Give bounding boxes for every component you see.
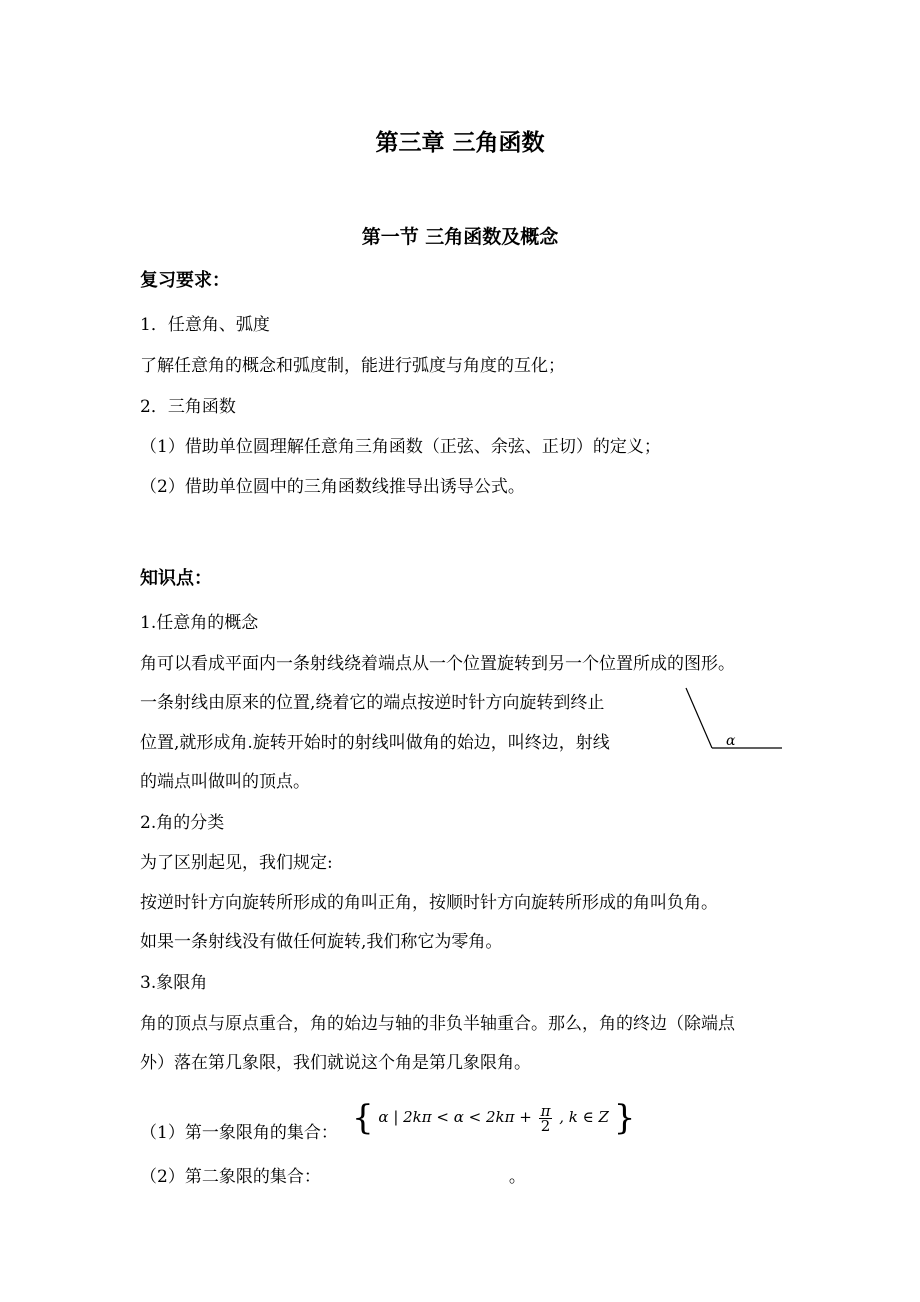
section-title: 第一节 三角函数及概念 xyxy=(361,226,559,248)
q2-line xyxy=(140,1166,526,1188)
p3-line2: 外）落在第几象限，我们就说这个角是第几象限角。 xyxy=(140,1053,531,1073)
p2-line2: 按逆时针方向旋转所形成的角叫正角，按顺时针方向旋转所形成的角叫负角。 xyxy=(140,893,718,913)
q1-formula-right: , k ∈ Z xyxy=(559,1108,609,1126)
p1-line2: 一条射线由原来的位置,绕着它的端点按逆时针方向旋转到终止 xyxy=(140,693,605,713)
fraction-numerator: π xyxy=(540,1101,551,1120)
p3-title: 3.象限角 xyxy=(140,973,208,993)
terminal-side-ray xyxy=(686,688,712,748)
q2-label: （2）第二象限的集合： xyxy=(140,1167,321,1187)
pi-over-two-fraction xyxy=(539,1101,553,1135)
p2-line1: 为了区别起见，我们规定: xyxy=(140,853,333,873)
q1-label: （1）第一象限角的集合： xyxy=(140,1123,338,1143)
review-item1-text: 了解任意角的概念和弧度制，能进行弧度与角度的互化； xyxy=(140,356,565,376)
angle-figure xyxy=(672,680,812,770)
p2-line3: 如果一条射线没有做任何旋转,我们称它为零角。 xyxy=(140,932,503,952)
p1-line4: 的端点叫做叫的顶点。 xyxy=(140,772,310,792)
review-item2-sub2: （2）借助单位圆中的三角函数线推导出诱导公式。 xyxy=(140,477,525,497)
fraction-denominator: 2 xyxy=(540,1116,551,1135)
left-brace: { xyxy=(352,1098,374,1138)
knowledge-heading: 知识点： xyxy=(140,568,212,589)
p1-line1: 角可以看成平面内一条射线绕着端点从一个位置旋转到另一个位置所成的图形。 xyxy=(140,654,735,674)
chapter-title: 第三章 三角函数 xyxy=(375,129,545,156)
review-item2-sub1: （1）借助单位圆理解任意角三角函数（正弦、余弦、正切）的定义； xyxy=(140,437,661,457)
p1-title: 1.任意角的概念 xyxy=(140,613,259,633)
p3-line1: 角的顶点与原点重合，角的始边与轴的非负半轴重合。那么，角的终边（除端点 xyxy=(140,1014,735,1034)
q1-formula-left: α | 2kπ < α < 2kπ + xyxy=(378,1108,532,1126)
q2-end: 。 xyxy=(508,1167,526,1187)
review-item1-title: 1．任意角、弧度 xyxy=(140,315,270,335)
angle-alpha-label: α xyxy=(726,733,736,749)
review-heading: 复习要求： xyxy=(140,270,230,291)
p2-title: 2.角的分类 xyxy=(140,813,225,833)
review-item2-title: 2．三角函数 xyxy=(140,397,236,417)
q1-formula xyxy=(352,1098,635,1138)
p1-line3: 位置,就形成角.旋转开始时的射线叫做角的始边，叫终边，射线 xyxy=(140,733,610,753)
right-brace: } xyxy=(613,1098,636,1138)
